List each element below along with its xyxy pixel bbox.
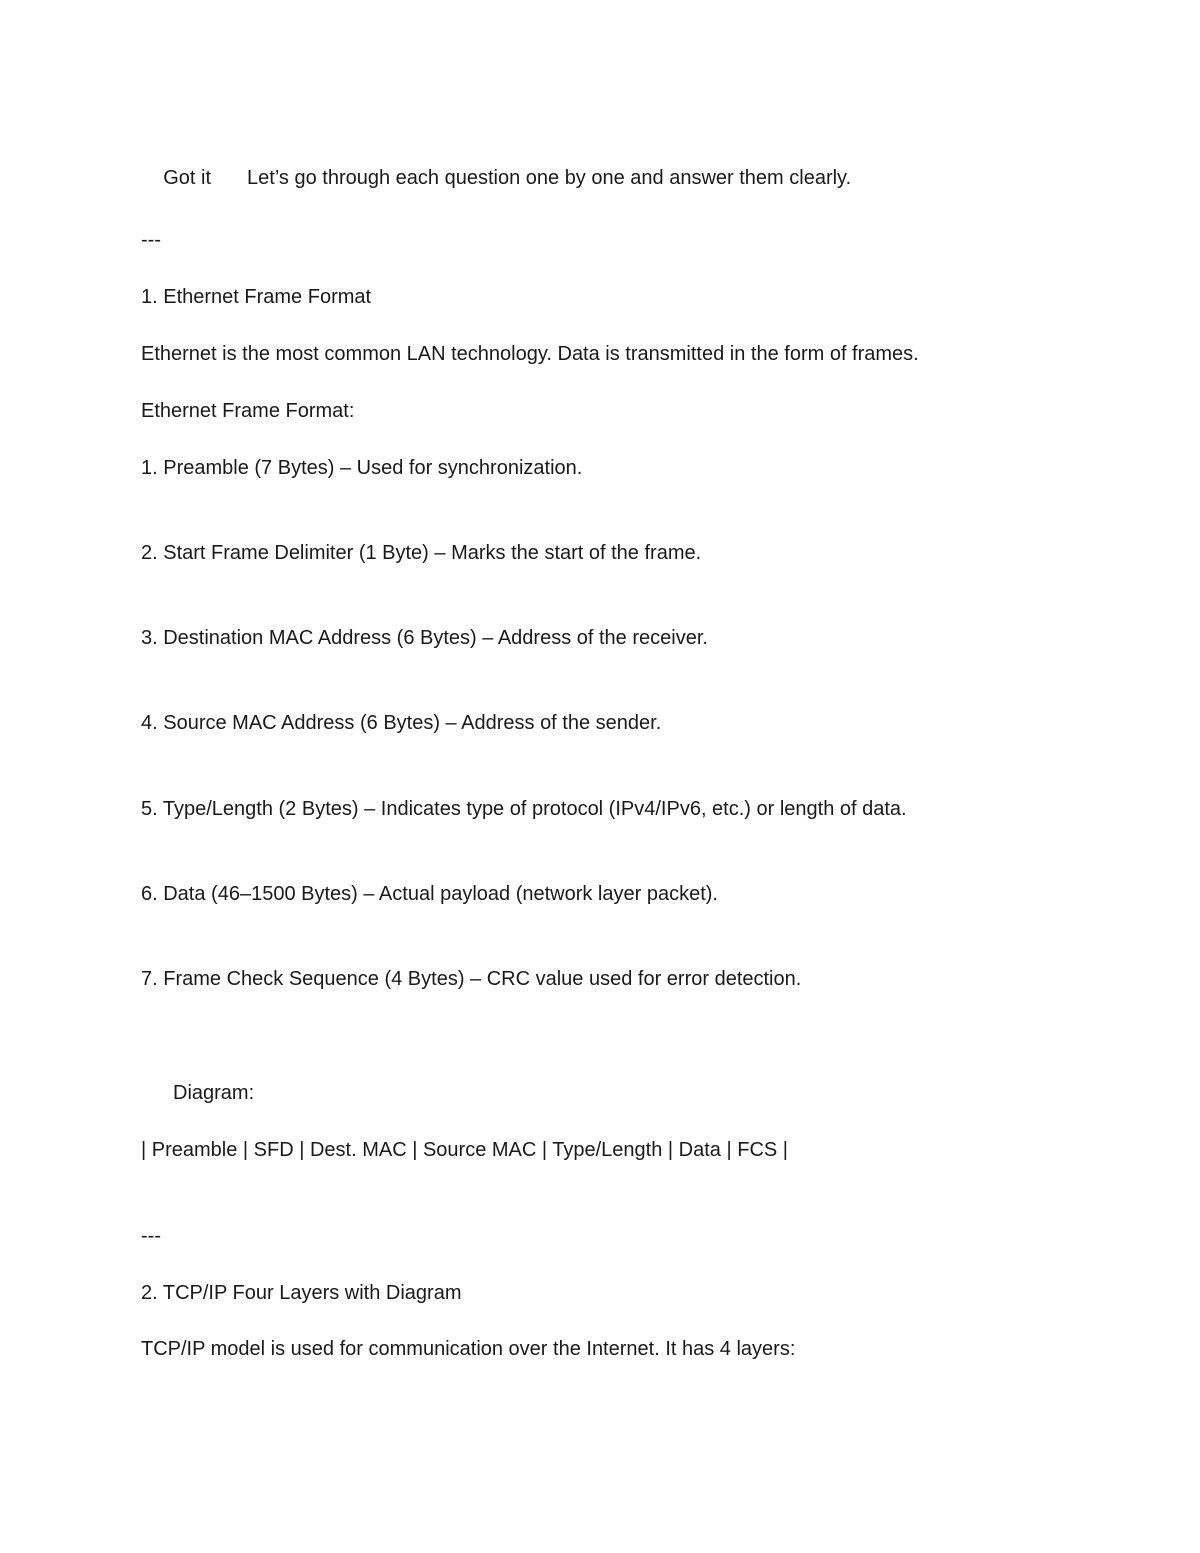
section-subheading: Ethernet Frame Format: [141, 400, 355, 422]
frame-diagram: | Preamble | SFD | Dest. MAC | Source MAC | Type/Length | Data | FCS | [141, 1139, 788, 1161]
list-item: 5. Type/Length (2 Bytes) – Indicates type of protocol (IPv4/IPv6, etc.) or length of data. [141, 798, 907, 820]
section-heading: 2. TCP/IP Four Layers with Diagram [141, 1282, 462, 1304]
intro-lead: Got it [163, 167, 212, 189]
list-item: 7. Frame Check Sequence (4 Bytes) – CRC value used for error detection. [141, 968, 802, 990]
list-item: 4. Source MAC Address (6 Bytes) – Address of the sender. [141, 712, 662, 734]
intro-line [141, 142, 851, 214]
list-item: 3. Destination MAC Address (6 Bytes) – Address of the receiver. [141, 627, 708, 649]
diagram-label: Diagram: [173, 1082, 255, 1104]
list-item: 6. Data (46–1500 Bytes) – Actual payload (network layer packet). [141, 883, 718, 905]
separator: --- [141, 1225, 161, 1247]
list-item: 2. Start Frame Delimiter (1 Byte) – Marks the start of the frame. [141, 542, 702, 564]
section-paragraph: Ethernet is the most common LAN technology. Data is transmitted in the form of frames. [141, 343, 919, 365]
list-item: 1. Preamble (7 Bytes) – Used for synchronization. [141, 457, 583, 479]
separator: --- [141, 229, 161, 251]
section-heading: 1. Ethernet Frame Format [141, 286, 372, 308]
intro-text: Let’s go through each question one by one and answer them clearly. [247, 167, 852, 189]
section-paragraph: TCP/IP model is used for communication over the Internet. It has 4 layers: [141, 1338, 796, 1360]
